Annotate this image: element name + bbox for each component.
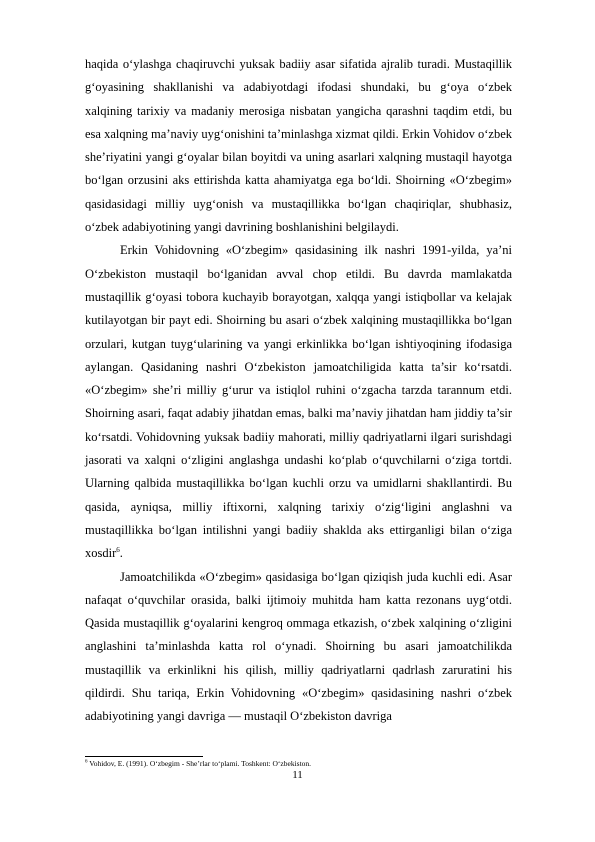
document-body <box>85 53 512 729</box>
paragraph-2 <box>85 239 512 565</box>
footnote-text: Vohidov, E. (1991). O‘zbegim - She’rlar to‘plami. Toshkent: O‘zbekiston. <box>87 759 312 768</box>
page-number: 11 <box>292 769 303 781</box>
footnote-marker: 6 <box>85 759 88 765</box>
footnote-reference: 6 <box>116 546 120 555</box>
paragraph-2-text: Erkin Vohidovning «O‘zbegim» qasidasining ilk nashri 1991-yilda, ya’ni O‘zbekiston mustaqil bo‘lganidan avval chop etildi. Bu davrda mamlakatda mustaqillik g‘oyasi tobora kuchayib borayotgan, xalqqa yangi istiqbollar va kelajak kutilayotgan bir payt edi. Shoirning bu asari o‘zbek xalqining mustaqillikka bo‘lgan orzulari, kutgan tuyg‘ularining va yangi erkinlikka bo‘lgan ishtiyoqining ifodasiga aylangan. Qasidaning nashri O‘zbekiston jamoatchiligida katta ta’sir ko‘rsatdi. «O‘zbegim» she’ri milliy g‘urur va istiqlol ruhini o‘zgacha tarzda tarannum etdi. Shoirning asari, faqat adabiy jihatdan emas, balki ma’naviy jihatdan ham jiddiy ta’sir ko‘rsatdi. Vohidovning yuksak badiiy mahorati, milliy qadriyatlarni ilgari surishdagi jasorati va xalqni o‘zligini anglashga undashi ko‘plab o‘quvchilarni o‘ziga tortdi. Ularning qalbida mustaqillikka bo‘lgan kuchli orzu va umidlarni shakllantirdi. Bu qasida, ayniqsa, milliy iftixorni, xalqning tarixiy o‘zig‘ligini anglashni va mustaqillikka bo‘lgan intilishni yangi badiiy shaklda aks ettirganligi bilan o‘ziga xosdir <box>85 243 512 561</box>
paragraph-3: Jamoatchilikda «O‘zbegim» qasidasiga bo‘lgan qiziqish juda kuchli edi. Asar nafaqat o‘quvchilar orasida, balki ijtimoiy muhitda ham katta rezonans uyg‘otdi. Qasida mustaqillik g‘oyalarini kengroq ommaga etkazish, o‘zbek xalqining o‘zligini anglashini ta’minlashda katta rol o‘ynadi. Shoirning bu asari jamoatchilikda mustaqillik va erkinlikni his qilish, milliy qadriyatlarni qadrlash zaruratini his qildirdi. Shu tariqa, Erkin Vohidovning «O‘zbegim» qasidasining nashri o‘zbek adabiyotining yangi davriga — mustaqil O‘zbekiston davriga <box>85 569 512 724</box>
paragraph-2-end: . <box>119 546 123 561</box>
paragraph-1: haqida o‘ylashga chaqiruvchi yuksak badiiy asar sifatida ajralib turadi. Mustaqillik g‘oyasining shakllanishi va adabiyotdagi ifodasi shundaki, bu g‘oya o‘zbek xalqining tarixiy va madaniy merosiga nisbatan yangicha qarashni taqdim etdi, bu esa xalqning ma’naviy uyg‘onishini ta’minlashga xizmat qildi. Erkin Vohidov o‘zbek she’riyatini yangi g‘oyalar bilan boyitdi va uning asarlari xalqning mustaqil hayotga bo‘lgan orzusini aks ettirishda katta ahamiyatga ega bo‘ldi. Shoirning «O‘zbegim» qasidasidagi milliy uyg‘onish va mustaqillikka bo‘lgan chaqiriqlar, shubhasiz, o‘zbek adabiyotining yangi davrining boshlanishini belgilaydi. <box>85 57 512 235</box>
footnote-divider <box>85 756 203 757</box>
